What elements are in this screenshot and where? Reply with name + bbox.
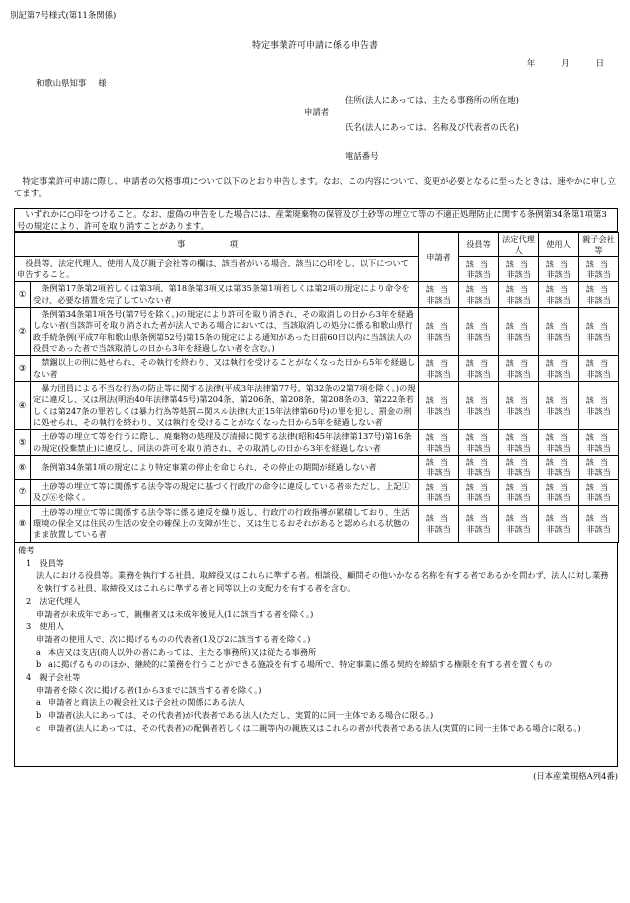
instruction-note: いずれかに○印をつけること。なお、虚偽の申告をした場合には、産業廃棄物の保管及び土砂等の埋立て等の不適正処理防止に関する条例第34条第1項第3号の規定により、許可を取り消すことがあります。 [14,208,618,232]
col-header-legal-rep: 法定代理人 [499,233,539,257]
choice-yes-label: 該当 [465,481,495,492]
name-label: 氏名(法人にあっては、名称及び代表者の氏名) [345,122,519,132]
remarks-s3-b: b aに掲げるもののほか、継続的に業務を行うことができる施設を有する場所で、特定事業に係る契約を締結する権限を有する者を置くもの [36,659,553,670]
remarks-s3-a: a 本店又は支店(商人以外の者にあっては、主たる事務所)又は従たる事務所 [36,646,317,657]
choice-yes-label: 該当 [505,321,535,332]
choice-yes-label: 該当 [545,513,575,524]
table-row [15,282,619,308]
choice-yes-label: 該当 [505,284,535,295]
row-item-text: 条例第34条第1項各号(第7号を除く。)の規定により許可を取り消され、その取消しの日から3年を経過しない者(当該許可を取り消された者が法人である場合においては、当該取消しの処分に係る和歌山県行政手続条例(平成7年和歌山県条例第52号)第15条の規定による通知があった日前60日以内に当該法人の役員であった者で当該取消しの日から3年を経過しない者を含む。) [31,308,419,356]
choice-yes-label: 該当 [465,456,495,467]
choice-officers[interactable] [459,455,499,479]
choice-no-label: 非該当 [466,492,491,503]
table-row [15,430,619,456]
choice-no-label: 非該当 [466,442,491,453]
choice-yes-label: 該当 [545,394,575,405]
choice-yes-label: 該当 [465,321,495,332]
choice-no-label: 非該当 [426,467,451,478]
choice-yes-label: 該当 [505,513,535,524]
col-header-affiliates: 親子会社等 [579,233,619,257]
choice-legal-rep[interactable] [499,505,539,542]
choice-no-label: 非該当 [546,294,571,305]
row-number: ① [15,282,31,308]
choice-yes-label: 該当 [545,481,575,492]
choice-legal-rep[interactable] [499,455,539,479]
choice-yes-label: 該当 [505,431,535,442]
remarks-s4-heading: 4 親子会社等 [26,672,81,683]
choice-no-label: 非該当 [546,467,571,478]
row-number: ⑧ [15,505,31,542]
choice-legal-rep[interactable] [499,480,539,506]
remarks-s4-b: b 申請者(法人にあっては、その代表者)が代表者である法人(ただし、実質的に同一主体である場合に限る。) [36,710,434,721]
choice-no-label: 非該当 [586,492,611,503]
choice-legal-rep[interactable] [499,381,539,429]
choice-officers[interactable] [459,282,499,308]
table-row [15,480,619,506]
table-row [15,455,619,479]
choice-no-label: 非該当 [506,368,531,379]
choice-yes-label: 該当 [585,456,615,467]
choice-no-label: 非該当 [586,442,611,453]
choice-yes-label: 該当 [425,481,455,492]
choice-no-label: 非該当 [586,523,611,534]
table-row [15,381,619,429]
choice-no-label: 非該当 [506,331,531,342]
choice-applicant[interactable] [419,455,459,479]
choice-affiliates[interactable] [579,455,619,479]
choice-yes-label: 該当 [545,431,575,442]
choice-no-label: 非該当 [466,467,491,478]
choice-affiliates[interactable] [579,430,619,456]
paper-size-note: (日本産業規格A列4番) [533,771,618,781]
choice-no-label: 非該当 [466,405,491,416]
choice-applicant[interactable] [419,480,459,506]
choice-employee[interactable] [539,282,579,308]
choice-no-label: 非該当 [586,368,611,379]
addressee [36,78,107,90]
choice-no-label: 非該当 [546,368,571,379]
choice-no-label: 非該当 [426,523,451,534]
choice-yes-label: 該当 [425,431,455,442]
choice-yes-label: 該当 [425,284,455,295]
choice-affiliates[interactable] [579,505,619,542]
col-header-applicant: 申請者 [419,233,459,282]
choice-no-label: 非該当 [506,294,531,305]
choice-affiliates[interactable] [579,480,619,506]
table-row [15,308,619,356]
choice-officers[interactable] [459,505,499,542]
choice-yes-label: 該当 [425,357,455,368]
choice-yes-label: 該当 [425,394,455,405]
table-row [15,505,619,542]
row-item-text: 条例第17条第2項若しくは第3項、第18条第3項又は第35条第1項若しくは第2項の規定により命令を受け、必要な措置を完了していない者 [31,282,419,308]
choice-employee[interactable] [539,308,579,356]
phone-label: 電話番号 [345,151,379,161]
choice-yes-label: 該当 [505,394,535,405]
choice-applicant[interactable] [419,282,459,308]
address-label: 住所(法人にあっては、主たる事務所の所在地) [345,95,519,105]
choice-officers[interactable] [459,356,499,382]
choice-employee[interactable] [539,455,579,479]
choice-yes-label: 該当 [425,321,455,332]
choice-employee[interactable] [539,430,579,456]
row-number: ④ [15,381,31,429]
remarks-section [14,543,618,767]
remarks-s2-body: 申請者が未成年であって、親権者又は未成年後見人(1に該当する者を除く。) [36,608,314,619]
choice-yes-label: 該当 [585,513,615,524]
remarks-s2-heading: 2 法定代理人 [26,595,81,606]
row-number: ⑦ [15,480,31,506]
form-number: 別記第7号様式(第11条関係) [10,10,117,20]
header-choice-affiliates[interactable]: 該当 非該当 [579,257,619,282]
remarks-s4-a: a 申請者と商法上の親会社又は子会社の関係にある法人 [36,697,245,708]
choice-employee[interactable] [539,356,579,382]
choice-yes-label: 該当 [505,481,535,492]
header-choice-employee[interactable]: 該当 非該当 [539,257,579,282]
row-number: ⑥ [15,455,31,479]
row-item-text: 土砂等の埋立て等に関係する法令等の規定に基づく行政庁の命令に違反している者※ただし、上記①及び⑥を除く。 [31,480,419,506]
choice-yes-label: 該当 [465,357,495,368]
choice-no-label: 非該当 [466,523,491,534]
intro-paragraph: 特定事業許可申請に際し、申請者の欠格事項について以下のとおり申告します。なお、この内容について、変更が必要となるに至ったときは、速やかに申し立てます。 [14,176,616,198]
table-header-row-2 [15,257,619,282]
remarks-s3-heading: 3 使用人 [26,621,64,632]
row-item-text: 土砂等の埋立て等を行うに際し、廃棄物の処理及び清掃に関する法律(昭和45年法律第137号)第16条の規定(投棄禁止)に違反し、同法の許可を取り消され、その取消しの日から3年を経過しない者 [31,430,419,456]
applicant-label: 申請者 [304,107,330,117]
item-header: 事 項 [15,233,419,257]
choice-legal-rep[interactable] [499,356,539,382]
remarks-title: 備考 [18,545,35,555]
remarks-s1-heading: 1 役員等 [26,557,64,568]
choice-affiliates[interactable] [579,308,619,356]
choice-applicant[interactable] [419,308,459,356]
choice-affiliates[interactable] [579,381,619,429]
row-item-text: 条例第34条第1項の規定により特定事業の停止を命じられ、その停止の期間が経過しない者 [31,455,419,479]
choice-no-label: 非該当 [506,523,531,534]
remarks-s1-body: 法人における役員等。業務を執行する社員、取締役又はこれらに準ずる者。相談役、顧問その他いかなる名称を有する者であるかを問わず、法人に対し業務を執行する社員、取締役又はこれらに準ずる者と同等以上の支配力を有する者を含む。 [36,570,609,594]
choice-no-label: 非該当 [426,368,451,379]
row-item-text: 暴力団員による不当な行為の防止等に関する法律(平成3年法律第77号。第32条の2第7項を除く。)の規定に違反し、又は刑法(明治40年法律第45号)第204条、第206条、第208条、第208条の3、第222条若しくは第247条の罪若しくは暴力行為等処罰ニ関スル法律(大正15年法律第60号)の罪を犯し、罰金の刑に処せられ、その執行を終わり、又は執行を受けることがなくなった日から5年を経過しない者 [31,381,419,429]
choice-yes-label: 該当 [465,394,495,405]
choice-yes-label: 該当 [585,321,615,332]
choice-employee[interactable] [539,480,579,506]
choice-no-label: 非該当 [546,405,571,416]
choice-yes-label: 該当 [465,284,495,295]
table-header-row-1 [15,233,619,257]
choice-legal-rep[interactable] [499,308,539,356]
choice-yes-label: 該当 [545,284,575,295]
choice-affiliates[interactable] [579,282,619,308]
choice-officers[interactable] [459,381,499,429]
choice-legal-rep[interactable] [499,282,539,308]
choice-employee[interactable] [539,505,579,542]
row-number: ③ [15,356,31,382]
choice-no-label: 非該当 [546,442,571,453]
choice-no-label: 非該当 [426,331,451,342]
header-choice-legal-rep[interactable]: 該当 非該当 [499,257,539,282]
row-item-text: 土砂等の埋立て等に関係する法令等に係る違反を繰り返し、行政庁の行政指導が累積しており、生活環境の保全又は住民の生活の安全の確保上の支障が生じ、又は生じるおそれがあると認められる状態のまま放置している者 [31,505,419,542]
choice-yes-label: 該当 [545,321,575,332]
table-row [15,356,619,382]
choice-yes-label: 該当 [505,456,535,467]
choice-no-label: 非該当 [506,467,531,478]
choice-officers[interactable] [459,430,499,456]
choice-no-label: 非該当 [506,405,531,416]
remarks-s4-body: 申請者を除く次に掲げる者(1から3までに該当する者を除く。) [36,684,262,695]
choice-no-label: 非該当 [466,368,491,379]
addressee-suffix: 様 [98,78,107,88]
choice-yes-label: 該当 [545,456,575,467]
choice-no-label: 非該当 [466,331,491,342]
choice-no-label: 非該当 [586,294,611,305]
choice-yes-label: 該当 [465,513,495,524]
choice-yes-label: 該当 [585,357,615,368]
choice-applicant[interactable] [419,430,459,456]
choice-no-label: 非該当 [586,331,611,342]
choice-no-label: 非該当 [426,492,451,503]
col-header-employee: 使用人 [539,233,579,257]
remarks-s4-c: c 申請者(法人にあっては、その代表者)の配偶者若しくは二親等内の親族又はこれらの者が代表者である法人(実質的に同一主体である場合に限る。) [36,722,581,733]
remarks-s3-body: 申請者の使用人で、次に掲げるものの代表者(1及び2に該当する者を除く。) [36,633,311,644]
choice-employee[interactable] [539,381,579,429]
choice-no-label: 非該当 [506,442,531,453]
choice-affiliates[interactable] [579,356,619,382]
choice-no-label: 非該当 [546,523,571,534]
addressee-name: 和歌山県知事 [36,78,87,88]
choice-no-label: 非該当 [426,405,451,416]
choice-yes-label: 該当 [425,513,455,524]
choice-yes-label: 該当 [585,481,615,492]
choice-no-label: 非該当 [506,492,531,503]
choice-yes-label: 該当 [545,357,575,368]
item-description: 役員等、法定代理人、使用人及び親子会社等の欄は、該当者がいる場合、該当に○印をし、以下について申告すること。 [15,257,419,282]
choice-officers[interactable] [459,308,499,356]
choice-yes-label: 該当 [585,431,615,442]
choice-legal-rep[interactable] [499,430,539,456]
choice-applicant[interactable] [419,356,459,382]
document-title: 特定事業許可申請に係る申告書 [251,41,378,51]
choice-no-label: 非該当 [426,442,451,453]
date-year-label: 年 [526,58,536,68]
choice-officers[interactable] [459,480,499,506]
choice-no-label: 非該当 [466,294,491,305]
col-header-officers: 役員等 [459,233,499,257]
date-day-label: 日 [595,58,604,68]
disqualification-table [14,232,619,543]
choice-applicant[interactable] [419,505,459,542]
row-number: ⑤ [15,430,31,456]
choice-yes-label: 該当 [425,456,455,467]
row-number: ② [15,308,31,356]
choice-yes-label: 該当 [585,284,615,295]
header-choice-officers[interactable]: 該当 非該当 [459,257,499,282]
row-item-text: 禁錮以上の刑に処せられ、その執行を終わり、又は執行を受けることがなくなった日から5年を経過しない者 [31,356,419,382]
choice-applicant[interactable] [419,381,459,429]
choice-no-label: 非該当 [586,405,611,416]
choice-no-label: 非該当 [546,331,571,342]
date-month-label: 月 [561,58,570,68]
choice-no-label: 非該当 [546,492,571,503]
choice-yes-label: 該当 [465,431,495,442]
choice-no-label: 非該当 [426,294,451,305]
choice-no-label: 非該当 [586,467,611,478]
date-line [527,58,604,70]
choice-yes-label: 該当 [585,394,615,405]
choice-yes-label: 該当 [505,357,535,368]
